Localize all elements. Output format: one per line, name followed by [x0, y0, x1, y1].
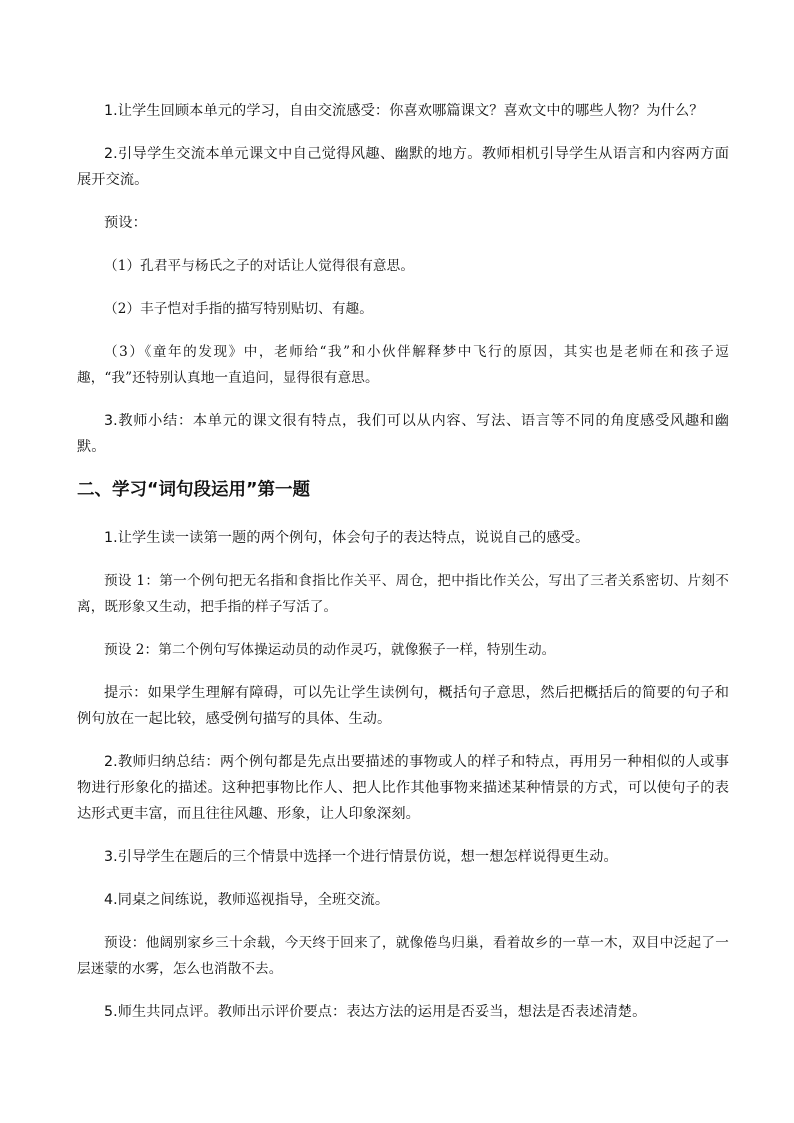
- paragraph-read-examples: 1.让学生读一读第一题的两个例句，体会句子的表达特点，说说自己的感受。: [104, 530, 590, 546]
- preset-item-1: （1）孔君平与杨氏之子的对话让人觉得很有意思。: [104, 258, 415, 274]
- preset-example-2: 预设 2：第二个例句写体操运动员的动作灵巧，就像猴子一样，特别生动。: [104, 642, 556, 658]
- preset-item-3: （3）《童年的发现》中，老师给“我”和小伙伴解释梦中飞行的原因，其实也是老师在和孩子逗趣，“我”还特别认真地一直追问，显得很有意思。: [77, 344, 729, 386]
- paragraph-teacher-conclusion: 2.教师归纳总结：两个例句都是先点出要描述的事物或人的样子和特点，再用另一种相似的人或事物进行形象化的描述。这种把事物比作人、把人比作其他事物来描述某种情景的方式，可以使句子的表达形式更丰富，而且往往风趣、形象，让人印象深刻。: [77, 754, 729, 822]
- preset-item-2: （2）丰子恺对手指的描写特别贴切、有趣。: [104, 301, 373, 317]
- preset-example-1: 预设 1：第一个例句把无名指和食指比作关平、周仓，把中指比作关公，写出了三者关系密切、片刻不离，既形象又生动，把手指的样子写活了。: [77, 573, 729, 615]
- paragraph-evaluation: 5.师生共同点评。教师出示评价要点：表达方法的运用是否妥当，想法是否表述清楚。: [104, 1004, 647, 1020]
- paragraph-hint: 提示：如果学生理解有障碍，可以先让学生读例句，概括句子意思，然后把概括后的简要的句子和例句放在一起比较，感受例句描写的具体、生动。: [77, 685, 729, 727]
- preset-example-3: 预设：他阔别家乡三十余载，今天终于回来了，就像倦鸟归巢，看着故乡的一草一木，双目中泛起了一层迷蒙的水雾，怎么也消散不去。: [77, 935, 729, 977]
- paragraph-share-humor: 2.引导学生交流本单元课文中自己觉得风趣、幽默的地方。教师相机引导学生从语言和内容两方面展开交流。: [77, 146, 729, 188]
- paragraph-pair-practice: 4.同桌之间练说，教师巡视指导，全班交流。: [104, 892, 390, 908]
- paragraph-scenario-practice: 3.引导学生在题后的三个情景中选择一个进行情景仿说，想一想怎样说得更生动。: [104, 849, 618, 865]
- paragraph-teacher-summary: 3.教师小结：本单元的课文很有特点，我们可以从内容、写法、语言等不同的角度感受风趣和幽默。: [77, 413, 729, 455]
- section-heading: 二、学习“词句段运用”第一题: [77, 480, 311, 500]
- paragraph-review-unit: 1.让学生回顾本单元的学习，自由交流感受：你喜欢哪篇课文？喜欢文中的哪些人物？为什么？: [104, 103, 704, 119]
- paragraph-preset-label: 预设：: [104, 215, 147, 231]
- document-body: [77, 98, 729, 1042]
